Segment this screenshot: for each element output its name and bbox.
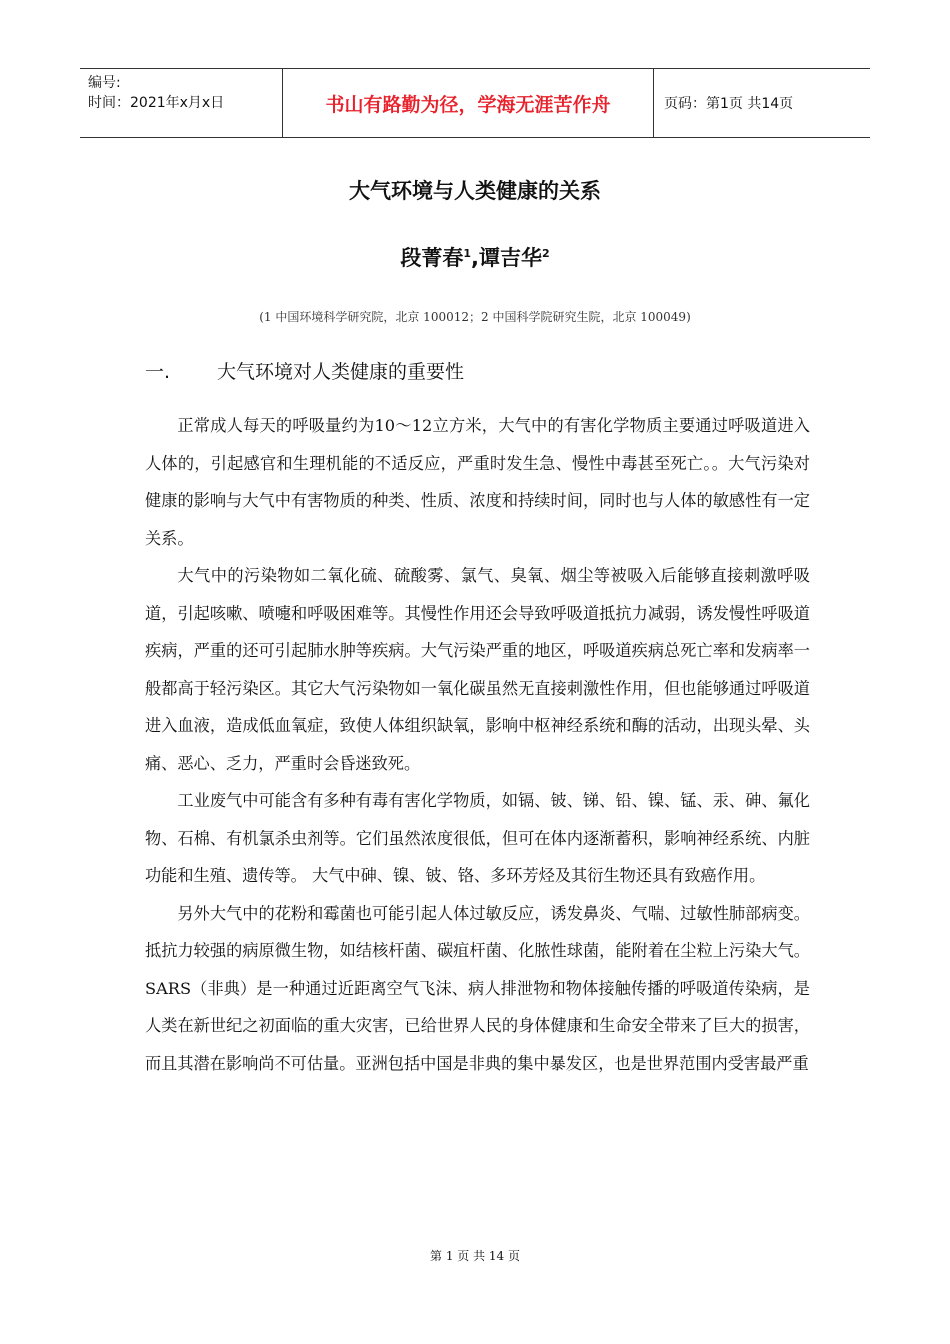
motto: 书山有路勤为径，学海无涯苦作舟 [325, 93, 611, 116]
document-title: 大气环境与人类健康的关系 [349, 179, 601, 203]
header-right-cell [654, 69, 870, 137]
header-table [80, 68, 870, 138]
page-footer: 第 1 页 共 14 页 [430, 1249, 520, 1263]
section-number: 一. [145, 361, 171, 383]
authors [0, 242, 950, 272]
section-heading [145, 357, 464, 384]
author-1-affil-mark: 1 [463, 247, 471, 260]
time-label: 时间：2021年x月x日 [88, 95, 225, 111]
author-2-affil-mark: 2 [541, 247, 550, 260]
number-label: 编号: [88, 75, 121, 91]
paragraph: 工业废气中可能含有多种有毒有害化学物质，如镉、铍、锑、铅、镍、锰、汞、砷、氟化物、石棉、有机氯杀虫剂等。它们虽然浓度很低，但可在体内逐渐蓄积，影响神经系统、内脏功能和生殖、遗传等。 大气中砷、镍、铍、铬、多环芳烃及其衍生物还具有致癌作用。 [145, 791, 810, 885]
affiliation: (1 中国环境科学研究院，北京 100012；2 中国科学院研究生院，北京 100049) [259, 310, 691, 324]
body-text [145, 407, 810, 1082]
author-2: 谭吉华 [478, 246, 542, 270]
author-1: 段菁春 [400, 246, 464, 270]
paragraph: 另外大气中的花粉和霉菌也可能引起人体过敏反应，诱发鼻炎、气喘、过敏性肺部病变。抵抗力较强的病原微生物，如结核杆菌、碳疽杆菌、化脓性球菌，能附着在尘粒上污染大气。SARS（非典）是一种通过近距离空气飞沫、病人排泄物和物体接触传播的呼吸道传染病，是人类在新世纪之初面临的重大灾害，已给世界人民的身体健康和生命安全带来了巨大的损害，而且其潜在影响尚不可估量。亚洲包括中国是非典的集中暴发区，也是世界范围内受害最严重 [145, 903, 810, 1073]
author-separator: , [471, 246, 479, 270]
section-title: 大气环境对人类健康的重要性 [217, 361, 465, 383]
header-left-cell [80, 69, 282, 137]
paragraph: 大气中的污染物如二氧化硫、硫酸雾、氯气、臭氧、烟尘等被吸入后能够直接刺激呼吸道，引起咳嗽、喷嚏和呼吸困难等。其慢性作用还会导致呼吸道抵抗力减弱，诱发慢性呼吸道疾病，严重的还可引起肺水肿等疾病。大气污染严重的地区，呼吸道疾病总死亡率和发病率一般都高于轻污染区。其它大气污染物如一氧化碳虽然无直接刺激性作用，但也能够通过呼吸道进入血液，造成低血氧症，致使人体组织缺氧，影响中枢神经系统和酶的活动，出现头晕、头痛、恶心、乏力，严重时会昏迷致死。 [145, 566, 810, 773]
header-middle-cell [282, 69, 654, 137]
page-info: 页码：第1页 共14页 [664, 96, 794, 112]
paragraph: 正常成人每天的呼吸量约为10～12立方米，大气中的有害化学物质主要通过呼吸道进入人体的，引起感官和生理机能的不适反应，严重时发生急、慢性中毒甚至死亡。。大气污染对健康的影响与大气中有害物质的种类、性质、浓度和持续时间，同时也与人体的敏感性有一定关系。 [145, 416, 810, 548]
